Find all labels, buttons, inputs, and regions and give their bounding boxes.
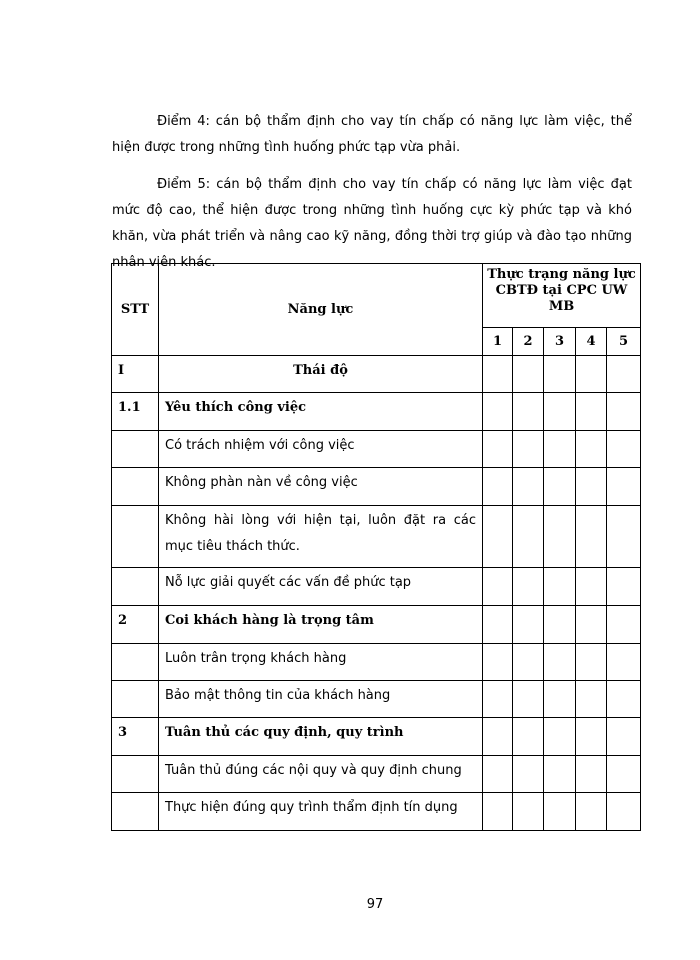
header-score-2: 2 — [513, 328, 544, 356]
table-row — [112, 606, 641, 644]
table-row — [112, 506, 641, 568]
table-row — [112, 356, 641, 393]
header-score-4: 4 — [576, 328, 607, 356]
table-row — [112, 393, 641, 431]
row-stt — [112, 793, 159, 831]
table-row — [112, 568, 641, 606]
header-score-3: 3 — [544, 328, 576, 356]
table-row — [112, 718, 641, 756]
section-title: Thái độ — [159, 356, 483, 393]
row-stt — [112, 644, 159, 681]
capability-item: Nỗ lực giải quyết các vấn đề phức tạp — [159, 568, 483, 606]
capability-item: Có trách nhiệm với công việc — [159, 431, 483, 468]
capability-item: Không phàn nàn về công việc — [159, 468, 483, 506]
row-stt: 3 — [112, 718, 159, 756]
capability-item: Thực hiện đúng quy trình thẩm định tín dụng — [159, 793, 483, 831]
row-stt — [112, 568, 159, 606]
table-row — [112, 681, 641, 718]
capability-item: Không hài lòng với hiện tại, luôn đặt ra các mục tiêu thách thức. — [159, 506, 483, 568]
table-row — [112, 468, 641, 506]
section-title: Yêu thích công việc — [159, 393, 483, 431]
capability-item: Bảo mật thông tin của khách hàng — [159, 681, 483, 718]
page-number: 97 — [366, 897, 384, 912]
table-row — [112, 644, 641, 681]
row-stt: 2 — [112, 606, 159, 644]
table-row — [112, 793, 641, 831]
table-row — [112, 756, 641, 793]
row-stt: I — [112, 356, 159, 393]
capability-item: Luôn trân trọng khách hàng — [159, 644, 483, 681]
capability-item: Tuân thủ đúng các nội quy và quy định chung — [159, 756, 483, 793]
header-score-1: 1 — [483, 328, 513, 356]
row-stt: 1.1 — [112, 393, 159, 431]
header-stt: STT — [112, 264, 159, 356]
header-score-5: 5 — [607, 328, 641, 356]
row-stt — [112, 468, 159, 506]
section-title: Coi khách hàng là trọng tâm — [159, 606, 483, 644]
row-stt — [112, 681, 159, 718]
section-title: Tuân thủ các quy định, quy trình — [159, 718, 483, 756]
row-stt — [112, 431, 159, 468]
capability-table — [111, 263, 641, 831]
row-stt — [112, 506, 159, 568]
row-stt — [112, 756, 159, 793]
paragraph-score-5: Điểm 5: cán bộ thẩm định cho vay tín chấp có năng lực làm việc đạt mức độ cao, thể hiện được trong những tình huống cực kỳ phức tạp và khó khăn, vừa phát triển và nâng cao kỹ năng, đồng thời trợ giúp và đào tạo những nhân viên khác. — [112, 177, 632, 270]
paragraph-score-4: Điểm 4: cán bộ thẩm định cho vay tín chấp có năng lực làm việc, thể hiện được trong những tình huống phức tạp vừa phải. — [112, 114, 632, 155]
table-row — [112, 431, 641, 468]
header-capability: Năng lực — [159, 264, 483, 356]
header-status: Thực trạng năng lực CBTĐ tại CPC UW MB — [483, 264, 641, 328]
